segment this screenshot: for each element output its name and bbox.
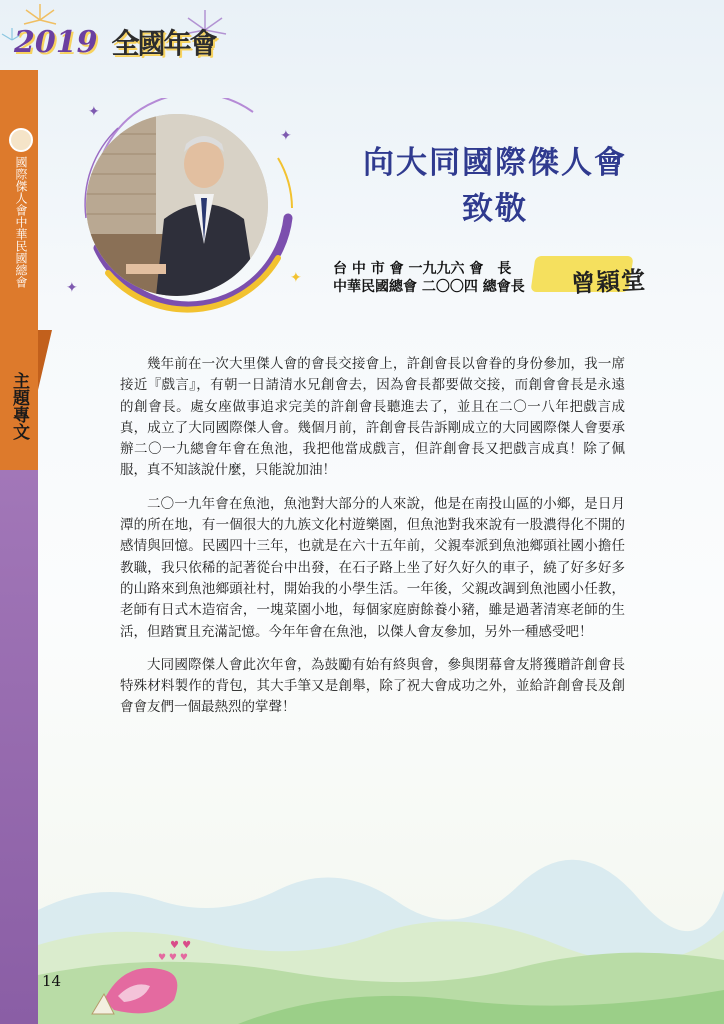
author-title-2: 中華民國總會 二〇〇四 總會長 <box>333 279 525 295</box>
paragraph: 大同國際傑人會此次年會，為鼓勵有始有終與會，參與閉幕會友將獲贈許創會長特殊材料製作的背包，其大手筆又是創舉，除了祝大會成功之外，並給許創會長及創會會友們一個最熱烈的掌聲！ <box>120 656 625 716</box>
sparkle-icon: ✦ <box>66 280 78 296</box>
paragraph: 幾年前在一次大里傑人會的會長交接會上，許創會長以會眷的身份參加，我一席接近『戲言』，有朝一日請清水兄創會去，因為會長都要做交接，而創會會長是永遠的創會長。處女座做事追求完美的許創會長聽進去了，並且在二〇一八年把戲言成真，成立了大同國際傑人會。幾個月前，許創會長告訴剛成立的大同國際傑人會要承辦二〇一九總會年會在魚池，我把他當成戲言，但許創會長又把戲言成真！除了佩服，真不知該說什麼，只能說加油！ <box>120 356 625 479</box>
annual-meeting-logo <box>14 18 216 66</box>
logo-title: 全國年會 <box>111 27 216 60</box>
author-title-1: 台 中 市 會 一九九六 會 長 <box>333 261 512 277</box>
sparkle-icon: ✦ <box>88 104 100 120</box>
title-line-1: 向大同國際傑人會 <box>363 145 627 181</box>
sparkle-icon: ✦ <box>280 128 292 144</box>
sidebar-purple-band <box>0 470 38 1024</box>
sparkle-icon: ✦ <box>290 270 302 286</box>
author-name: 曾穎堂 <box>570 265 647 298</box>
svg-text:♥ ♥: ♥ ♥ <box>170 940 192 951</box>
section-label: 主題專文 <box>9 372 29 440</box>
svg-text:♥ ♥ ♥: ♥ ♥ ♥ <box>158 953 188 963</box>
sidebar-fold <box>38 330 52 390</box>
article-body <box>120 354 625 731</box>
title-line-2: 致敬 <box>462 191 528 227</box>
page-number: 14 <box>42 972 62 990</box>
paragraph: 二〇一九年會在魚池，魚池對大部分的人來說，他是在南投山區的小鄉，是日月潭的所在地，有一個很大的九族文化村遊樂園，但魚池對我來說有一股濃得化不開的感情與回憶。民國四十三年，也就是在六十五年前，父親奉派到魚池鄉頭社國小擔任教職，我只依稀的記著從台中出發，在石子路上坐了好久好久的車子，繞了好多好多的山路來到魚池鄉頭社村，開始我的小學生活。一年後，父親改調到魚池國小任教，老師有日式木造宿舍，一塊菜園小地，每個家庭廚餘養小豬，雖是過著清寒老師的生活，但踏實且充滿記憶。今年年會在魚池，以傑人會友參加，另外一種感受吧！ <box>120 495 625 640</box>
author-byline <box>333 254 653 304</box>
logo-year: 2019 <box>14 24 98 60</box>
org-name: 國際傑人會中華民國總會 <box>14 156 28 288</box>
article-title <box>330 140 660 232</box>
sidebar <box>0 0 38 1024</box>
org-emblem-icon <box>9 128 33 152</box>
hearts-fan-decoration <box>84 930 204 1020</box>
author-portrait <box>86 114 268 296</box>
